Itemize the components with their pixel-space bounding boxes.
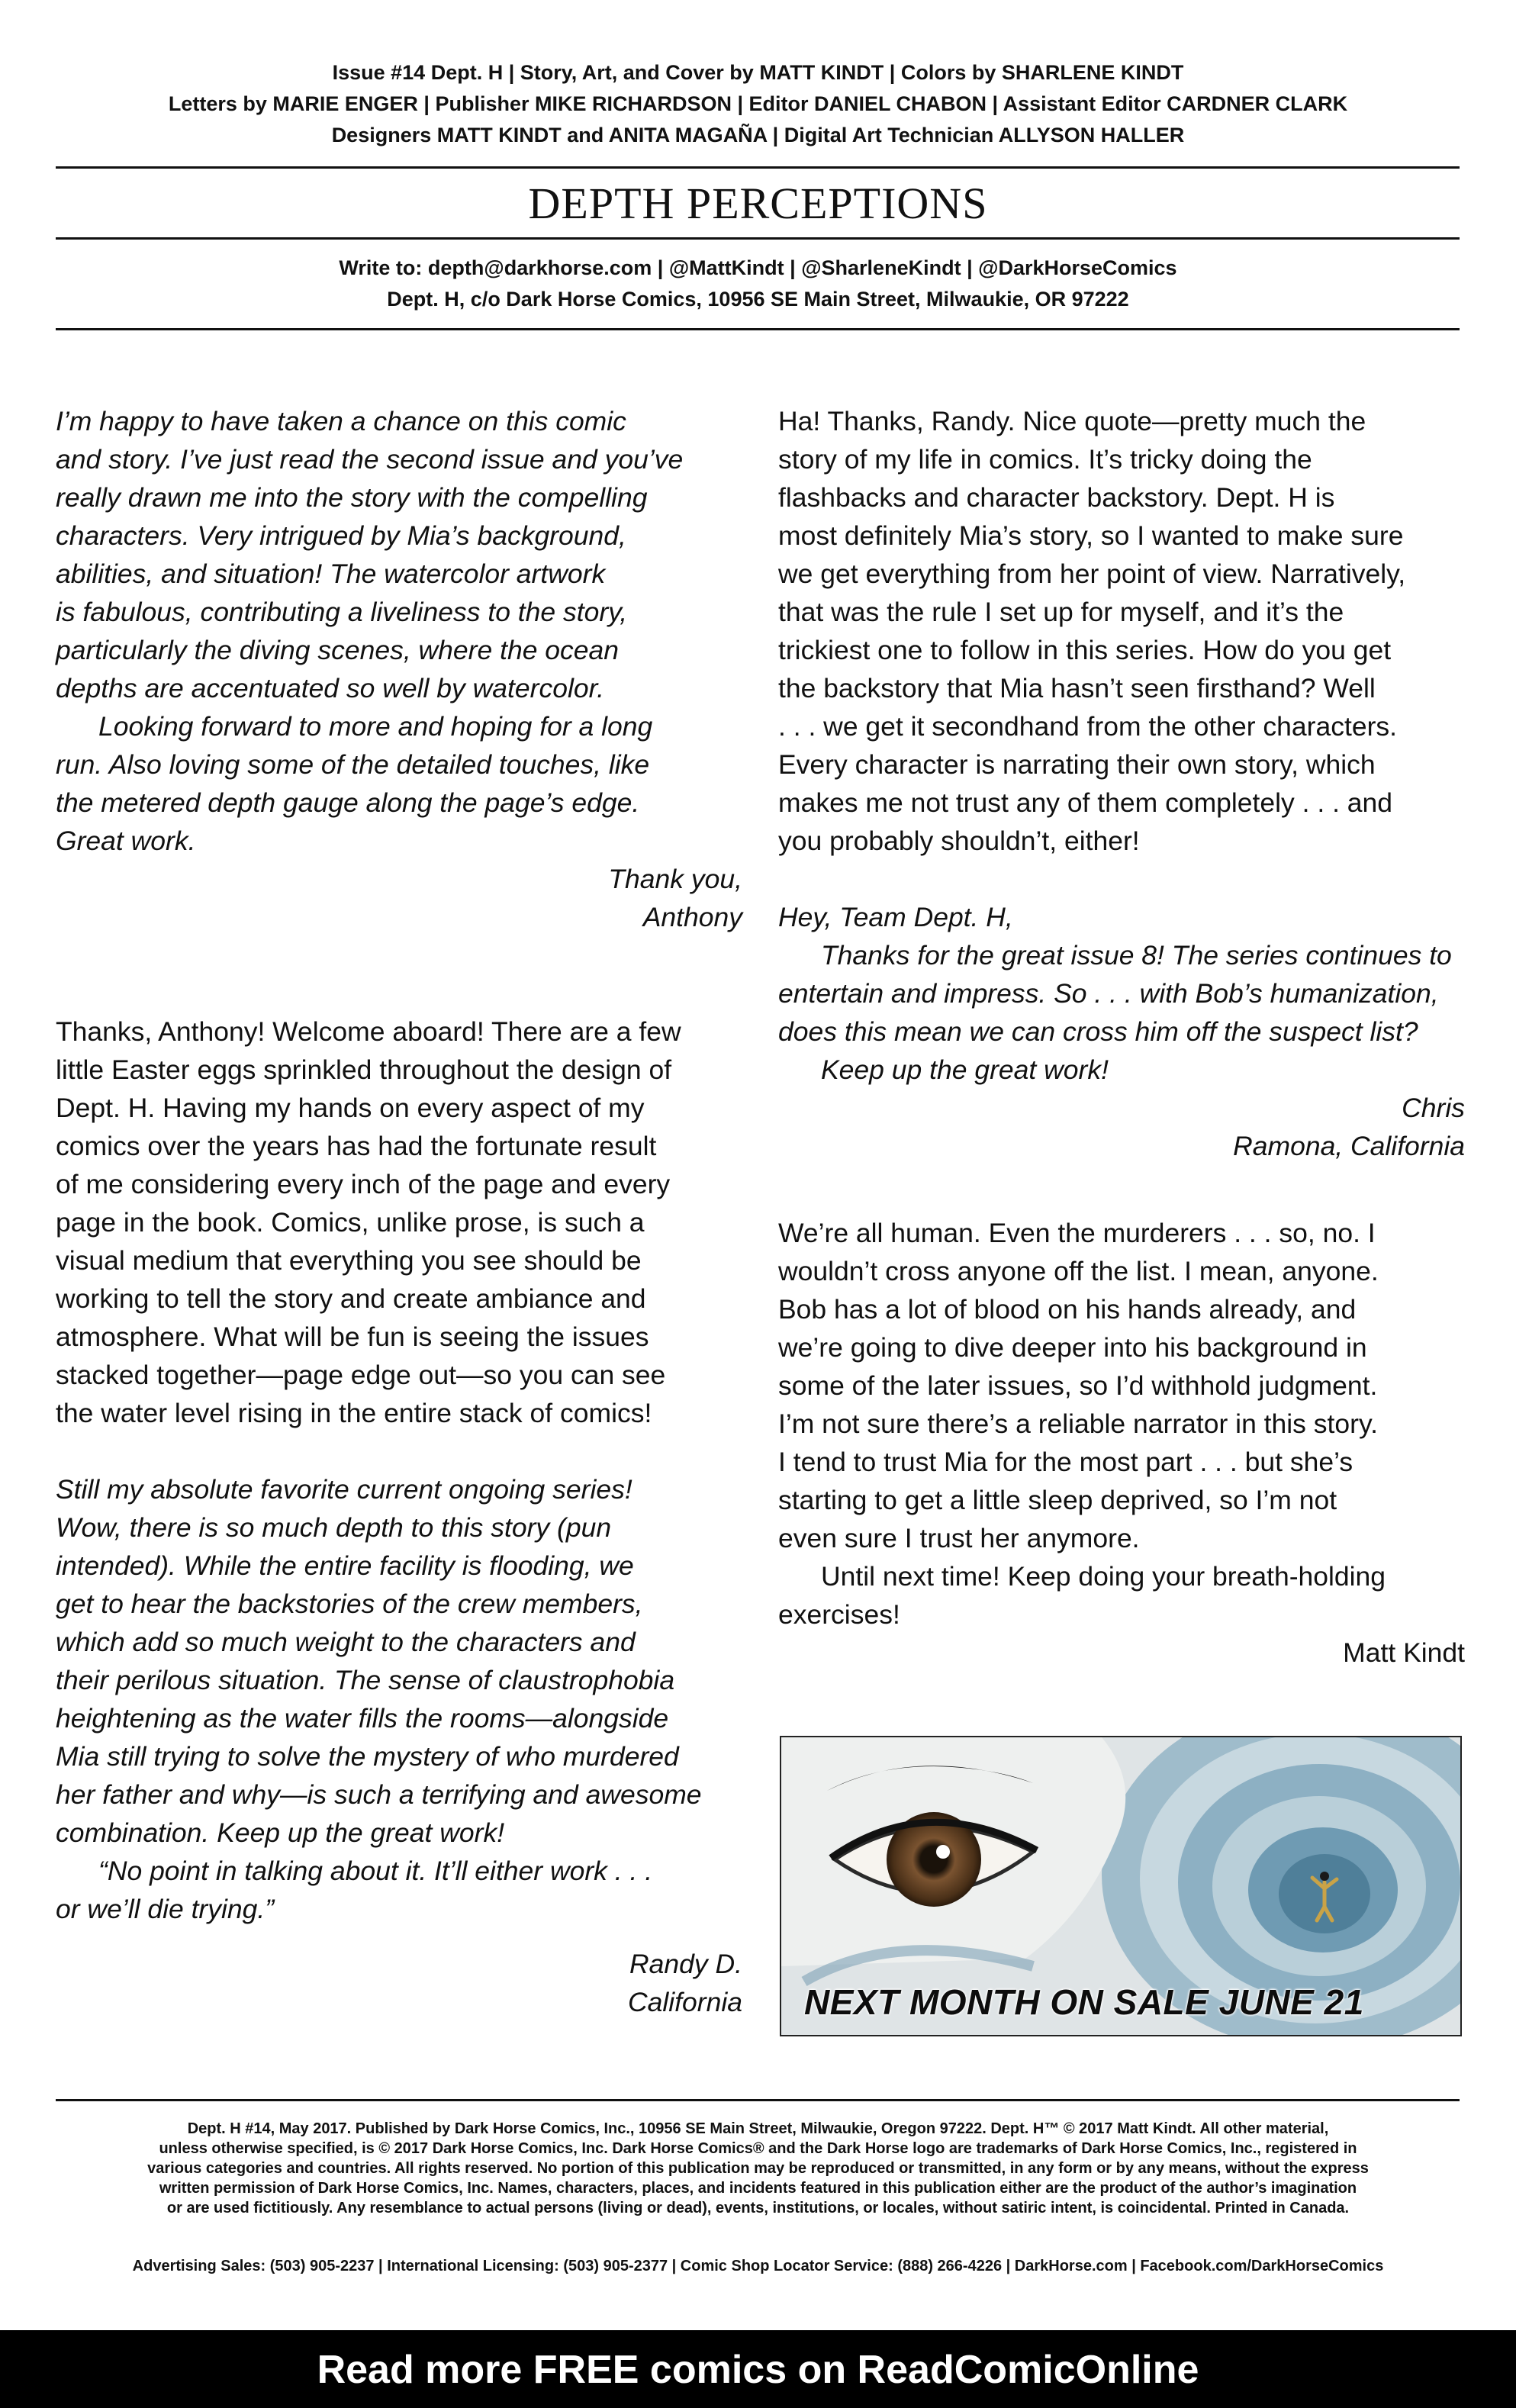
letter-location: California <box>628 1987 742 2017</box>
letter-author: Chris <box>1402 1093 1465 1123</box>
text-line: Bob has a lot of blood on his hands already, and <box>778 1294 1357 1325</box>
text-line: wouldn’t cross anyone off the list. I mean, anyone. <box>778 1256 1379 1286</box>
footer-rule <box>56 2099 1460 2101</box>
text-line: little Easter eggs sprinkled throughout the design of <box>56 1054 672 1085</box>
text-line: does this mean we can cross him off the suspect list? <box>778 1016 1418 1047</box>
text-line: Still my absolute favorite current ongoing series! <box>56 1474 632 1505</box>
reply-randy <box>778 402 1465 860</box>
credits-line-1: Issue #14 Dept. H | Story, Art, and Cover by MATT KINDT | Colors by SHARLENE KINDT <box>332 61 1184 84</box>
legal-line: unless otherwise specified, is © 2017 Dark Horse Comics, Inc. Dark Horse Comics® and the Dark Horse logo are trademarks of Dark Horse Comics, Inc., registered in <box>159 2140 1357 2157</box>
credits-line-3: Designers MATT KINDT and ANITA MAGAÑA | Digital Art Technician ALLYSON HALLER <box>331 124 1185 146</box>
text-line: is fabulous, contributing a liveliness to the story, <box>56 597 628 627</box>
text-line: “No point in talking about it. It’ll either work . . . <box>98 1856 653 1886</box>
text-line: Ha! Thanks, Randy. Nice quote—pretty much the <box>778 406 1366 436</box>
text-line: visual medium that everything you see should be <box>56 1245 642 1276</box>
text-line: really drawn me into the story with the compelling <box>56 482 648 513</box>
reply-chris <box>778 1214 1465 1672</box>
text-line: most definitely Mia’s story, so I wanted to make sure <box>778 520 1404 551</box>
text-line: entertain and impress. So . . . with Bob’s humanization, <box>778 978 1439 1009</box>
text-line: Dept. H. Having my hands on every aspect of my <box>56 1093 645 1123</box>
page-title: DEPTH PERCEPTIONS <box>528 179 988 228</box>
text-line: Thanks for the great issue 8! The series continues to <box>821 940 1452 971</box>
text-line: the water level rising in the entire stack of comics! <box>56 1398 652 1428</box>
letter-randy <box>56 1470 742 2021</box>
header-rule-bottom <box>56 328 1460 330</box>
letter-chris <box>778 898 1465 1165</box>
text-line: that was the rule I set up for myself, and it’s the <box>778 597 1344 627</box>
text-line: which add so much weight to the characters and <box>56 1627 636 1657</box>
legal-line: or are used fictitiously. Any resemblance to actual persons (living or dead), events, institutions, or locales, without satiric intent, is coincidental. Printed in Canada. <box>166 2200 1350 2216</box>
text-line: abilities, and situation! The watercolor artwork <box>56 559 606 589</box>
text-line: . . . we get it secondhand from the other characters. <box>778 711 1398 742</box>
text-line: Looking forward to more and hoping for a long <box>98 711 653 742</box>
text-line: some of the later issues, so I’d withhold judgment. <box>778 1370 1378 1401</box>
next-issue-promo <box>780 1736 1462 2036</box>
text-line: I tend to trust Mia for the most part . . . but she’s <box>778 1447 1353 1477</box>
text-line: We’re all human. Even the murderers . . . so, no. I <box>778 1218 1376 1248</box>
banner-text[interactable]: Read more FREE comics on ReadComicOnline <box>317 2348 1199 2392</box>
text-line: I’m not sure there’s a reliable narrator in this story. <box>778 1408 1378 1439</box>
right-column <box>778 402 1465 1672</box>
text-line: story of my life in comics. It’s tricky doing the <box>778 444 1312 475</box>
promo-banner[interactable] <box>0 2330 1516 2408</box>
text-line: or we’ll die trying.” <box>56 1894 275 1924</box>
letter-author: Anthony <box>642 902 742 932</box>
text-line: their perilous situation. The sense of claustrophobia <box>56 1665 675 1695</box>
text-line: Every character is narrating their own story, which <box>778 749 1376 780</box>
text-line: comics over the years has had the fortunate result <box>56 1131 657 1161</box>
text-line: get to hear the backstories of the crew members, <box>56 1589 643 1619</box>
text-line: heightening as the water fills the rooms—alongside <box>56 1703 669 1734</box>
legal-text <box>0 2119 1516 2218</box>
header-rule-top <box>56 166 1460 169</box>
text-line: you probably shouldn’t, either! <box>778 826 1140 856</box>
text-line: intended). While the entire facility is flooding, we <box>56 1550 634 1581</box>
contact-info: Advertising Sales: (503) 905-2237 | International Licensing: (503) 905-2377 | Comic Shop Locator Service: (888) 266-4226 | DarkHorse.com | Facebook.com/DarkHorseComics <box>132 2258 1384 2274</box>
reply-anthony <box>56 1012 742 1432</box>
text-line: stacked together—page edge out—so you can see <box>56 1360 666 1390</box>
text-line: her father and why—is such a terrifying and awesome <box>56 1779 702 1810</box>
text-line: of me considering every inch of the page and every <box>56 1169 671 1199</box>
text-line: flashbacks and character backstory. Dept. H is <box>778 482 1335 513</box>
credits-line-2: Letters by MARIE ENGER | Publisher MIKE RICHARDSON | Editor DANIEL CHABON | Assistant Editor CARDNER CLARK <box>168 92 1348 115</box>
next-month-caption: NEXT MONTH ON SALE JUNE 21 <box>804 1982 1364 2022</box>
header-rule-middle <box>56 237 1460 240</box>
write-to-line: Write to: depth@darkhorse.com | @MattKindt | @SharleneKindt | @DarkHorseComics <box>339 256 1177 279</box>
text-line: depths are accentuated so well by watercolor. <box>56 673 604 703</box>
text-line: working to tell the story and create ambiance and <box>56 1283 646 1314</box>
text-line: particularly the diving scenes, where the ocean <box>56 635 620 665</box>
text-line: trickiest one to follow in this series. How do you get <box>778 635 1392 665</box>
left-column <box>56 402 742 2021</box>
text-line: combination. Keep up the great work! <box>56 1817 505 1848</box>
text-line: and story. I’ve just read the second issue and you’ve <box>56 444 684 475</box>
text-line: Until next time! Keep doing your breath-holding <box>821 1561 1386 1592</box>
text-line: Thanks, Anthony! Welcome aboard! There are a few <box>56 1016 681 1047</box>
legal-line: various categories and countries. All rights reserved. No portion of this publication may be reproduced or transmitted, in any form or by any means, without the express <box>147 2160 1369 2177</box>
text-line: makes me not trust any of them completely . . . and <box>778 787 1393 818</box>
legal-line: Dept. H #14, May 2017. Published by Dark Horse Comics, Inc., 10956 SE Main Street, Milwaukie, Oregon 97222. Dept. H™ © 2017 Matt Kindt. All other material, <box>187 2120 1329 2137</box>
address-line: Dept. H, c/o Dark Horse Comics, 10956 SE Main Street, Milwaukie, OR 97222 <box>387 288 1129 311</box>
text-line: Great work. <box>56 826 196 856</box>
letter-signoff: Thank you, <box>608 864 742 894</box>
letter-author: Randy D. <box>629 1949 742 1979</box>
legal-line: written permission of Dark Horse Comics, Inc. Names, characters, places, and incidents featured in this publication either are the product of the author’s imagination <box>159 2180 1357 2197</box>
letter-greeting: Hey, Team Dept. H, <box>778 902 1013 932</box>
text-line: Mia still trying to solve the mystery of who murdered <box>56 1741 679 1772</box>
text-line: starting to get a little sleep deprived, so I’m not <box>778 1485 1337 1515</box>
letter-anthony <box>56 402 742 936</box>
text-line: Wow, there is so much depth to this story (pun <box>56 1512 612 1543</box>
text-line: Keep up the great work! <box>821 1054 1109 1085</box>
text-line: run. Also loving some of the detailed touches, like <box>56 749 650 780</box>
text-line: the backstory that Mia hasn’t seen firsthand? Well <box>778 673 1376 703</box>
text-line: exercises! <box>778 1599 900 1630</box>
text-line: even sure I trust her anymore. <box>778 1523 1140 1553</box>
letter-location: Ramona, California <box>1233 1131 1465 1161</box>
text-line: we’re going to dive deeper into his background in <box>778 1332 1367 1363</box>
text-line: characters. Very intrigued by Mia’s background, <box>56 520 626 551</box>
text-line: atmosphere. What will be fun is seeing the issues <box>56 1322 649 1352</box>
text-line: we get everything from her point of view. Narratively, <box>778 559 1406 589</box>
signature: Matt Kindt <box>1343 1637 1465 1668</box>
text-line: I’m happy to have taken a chance on this comic <box>56 406 626 436</box>
text-line: page in the book. Comics, unlike prose, is such a <box>56 1207 645 1238</box>
text-line: the metered depth gauge along the page’s edge. <box>56 787 640 818</box>
